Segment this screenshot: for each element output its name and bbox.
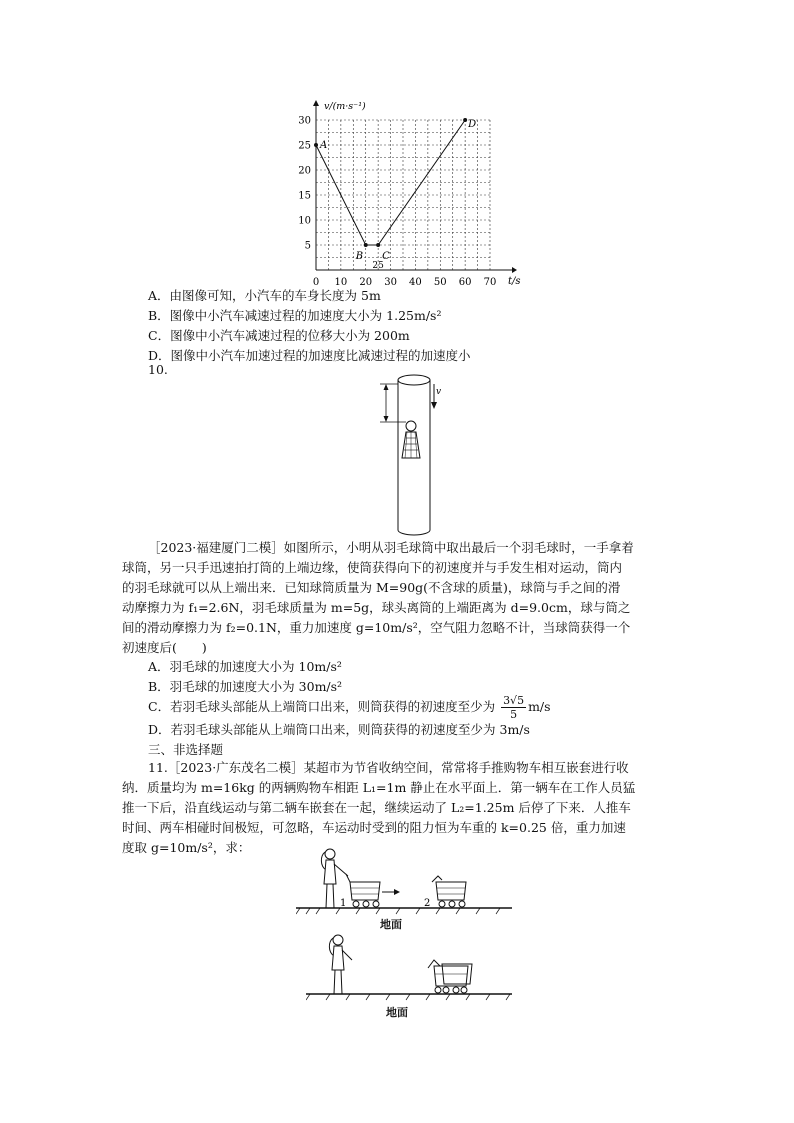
- ground-label-2: 地面: [386, 1006, 408, 1019]
- fraction-denominator: 5: [510, 708, 518, 721]
- q11-line-4: 时间、两车相碰时间极短，可忽略，车运动时受到的阻力恒为车重的 k=0.25 倍，重力加速: [122, 820, 626, 835]
- q10-stem: [122, 538, 670, 658]
- y-tick-label: 5: [304, 240, 311, 252]
- q10-line-3: 的羽毛球就可以从上端出来．已知球筒质量为 M=90g(不含球的质量)，球筒与手之间的滑: [122, 580, 621, 595]
- q10-option-c-text: C．若羽毛球头部能从上端筒口出来，则筒获得的初速度至少为: [148, 699, 496, 714]
- q10-option-b: B．羽毛球的加速度大小为 30m/s²: [148, 679, 343, 694]
- velocity-label: v: [436, 387, 442, 397]
- ground-label-1: 地面: [380, 918, 402, 931]
- carts-figure-before: [296, 846, 516, 916]
- person-icon: [329, 935, 352, 994]
- chart-series: [314, 118, 476, 271]
- q9-option-a: A．由图像可知，小汽车的车身长度为 5m: [148, 288, 381, 303]
- q10-line-6: 初速度后( ): [122, 640, 207, 655]
- data-point: [376, 243, 380, 247]
- chart-axes: [313, 100, 517, 273]
- section-heading: 三、非选择题: [148, 742, 224, 757]
- point-label: C: [382, 251, 390, 262]
- q9-option-d: D．图像中小汽车加速过程的加速度比减速过程的加速度小: [148, 348, 471, 363]
- point-label: D: [468, 119, 477, 130]
- y-tick-label: 15: [298, 190, 311, 202]
- q10-option-a: A．羽毛球的加速度大小为 10m/s²: [148, 659, 342, 674]
- carts-figure-after: [306, 930, 518, 1004]
- cart-1-label: 1: [340, 898, 347, 909]
- data-point: [314, 143, 318, 147]
- x-tick-label: 20: [359, 277, 373, 288]
- q11-line-3: 推一下后，沿直线运动与第二辆车嵌套在一起，继续运动了 L₂=1.25m 后停了下来．人推车: [122, 800, 631, 815]
- q11-stem: [122, 758, 670, 858]
- x-tick-label: 40: [409, 277, 422, 288]
- x-tick-label: 70: [483, 277, 497, 288]
- y-axis-arrow: [313, 100, 319, 106]
- q9-option-b: B．图像中小汽车减速过程的加速度大小为 1.25m/s²: [148, 308, 442, 323]
- q10-option-d: D．若羽毛球头部能从上端筒口出来，则筒获得的初速度至少为 3m/s: [148, 722, 530, 737]
- data-point: [364, 243, 368, 247]
- cart-2-label: 2: [424, 898, 431, 909]
- x-tick-label: 10: [334, 277, 348, 288]
- fraction-numerator: 3√5: [503, 694, 525, 707]
- y-tick-label: 10: [298, 215, 311, 227]
- fraction: [501, 694, 526, 721]
- shuttle-tube-figure: [370, 372, 450, 538]
- x-axis-label: t/s: [508, 276, 521, 287]
- y-tick-label: 30: [298, 115, 311, 127]
- nested-carts: [428, 960, 472, 993]
- vt-chart: [290, 92, 530, 292]
- q11-line-1: 11.［2023·广东茂名二模］某超市为节省收纳空间，常常将手推购物车相互嵌套进行收: [148, 760, 629, 775]
- x-tick-label: 0: [312, 277, 320, 288]
- annotation-label: 25: [372, 261, 384, 271]
- q11-line-5: 度取 g=10m/s²，求：: [122, 840, 251, 855]
- q9-option-c: C．图像中小汽车减速过程的位移大小为 200m: [148, 328, 410, 343]
- point-label: B: [355, 251, 364, 262]
- y-tick-label: 20: [298, 165, 311, 177]
- cart-1: [346, 874, 380, 907]
- point-label: A: [320, 140, 328, 151]
- data-point: [463, 118, 467, 122]
- vt-line: [316, 120, 465, 245]
- chart-ticks: [298, 116, 496, 289]
- q10-line-5: 间的滑动摩擦力为 f₂=0.1N，重力加速度 g=10m/s²，空气阻力忽略不计，当球筒获得一个: [122, 620, 631, 635]
- chart-grid: [316, 120, 490, 270]
- q10-line-4: 动摩擦力为 f₁=2.6N，羽毛球质量为 m=5g，球头离筒的上端距离为 d=9.0cm，球与筒之: [122, 600, 631, 615]
- y-tick-label: 25: [298, 140, 311, 152]
- x-tick-label: 30: [384, 277, 397, 288]
- q10-line-1: ［2023·福建厦门二模］如图所示，小明从羽毛球筒中取出最后一个羽毛球时，一手拿着: [148, 540, 634, 555]
- q10-option-c-unit: m/s: [528, 699, 551, 714]
- q10-line-2: 球筒，另一只手迅速拍打筒的上端边缘，使筒获得向下的初速度并与手发生相对运动，筒内: [122, 560, 623, 575]
- cart-2: [432, 876, 466, 907]
- q10-number: 10.: [148, 362, 168, 377]
- q11-line-2: 纳．质量均为 m=16kg 的两辆购物车相距 L₁=1m 静止在水平面上．第一辆车在工作人员猛: [122, 780, 636, 795]
- y-axis-label: v/(m·s⁻¹): [324, 101, 366, 112]
- q10-option-c: [148, 690, 551, 724]
- x-tick-label: 50: [433, 277, 447, 288]
- x-axis-arrow: [512, 267, 517, 273]
- x-tick-label: 60: [458, 277, 472, 288]
